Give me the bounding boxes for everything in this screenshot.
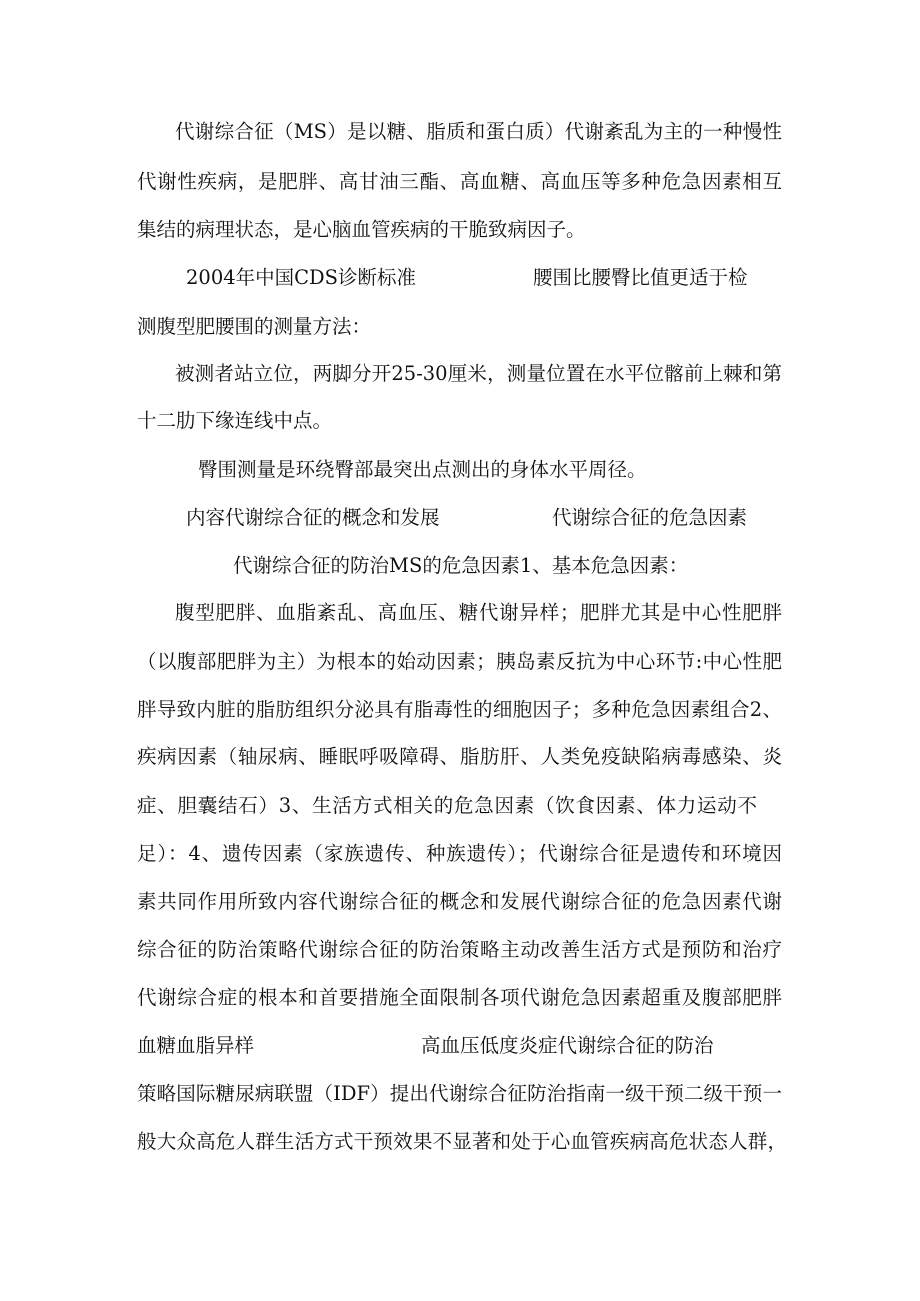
concept-development-heading: 内容代谢综合征的概念和发展 [186,506,440,529]
paragraph-2-line-2: 十二肋下缘连线中点。 [137,409,333,432]
paragraph-1-line-3: 集结的病理状态，是心脑血管疾病的干脆致病因子。 [137,218,586,241]
paragraph-3-line-7: 素共同作用所致内容代谢综合征的概念和发展代谢综合征的危急因素代谢 [137,890,782,913]
paragraph-4-line-1: 策略国际糖尿病联盟（IDF）提出代谢综合征防治指南一级干预二级干预一 [137,1082,782,1105]
paragraph-3-line-4: 疾病因素（轴尿病、睡眠呼吸障碍、脂肪肝、人类免疫缺陷病毒感染、炎 [137,745,782,768]
paragraph-3-line-5: 症、胆囊结石）3、生活方式相关的危急因素（饮食因素、体力运动不 [137,794,757,817]
paragraph-3-line-1: 腹型肥胖、血脂紊乱、高血压、糖代谢异样；肥胖尤其是中心性肥胖 [175,601,782,624]
hypertension-inflammation-heading: 高血压低度炎症代谢综合征的防治 [421,1034,714,1057]
paragraph-1-line-2: 代谢性疾病，是肥胖、高甘油三酯、高血糖、高血压等多种危急因素相互 [137,170,782,193]
paragraph-3-line-9: 代谢综合症的根本和首要措施全面限制各项代谢危急因素超重及腹部肥胖 [137,986,782,1009]
paragraph-3-line-6: 足）：4、遗传因素（家族遗传、种族遗传）；代谢综合征是遗传和环境因 [137,842,782,865]
blood-glucose-lipid-heading: 血糖血脂异样 [137,1034,255,1057]
waist-method-line: 测腹型肥腰围的测量方法： [137,315,372,338]
hip-measure-line: 臀围测量是环绕臀部最突出点测出的身体水平周径。 [198,458,647,481]
paragraph-2-line-1: 被测者站立位，两脚分开25-30厘米，测量位置在水平位髂前上棘和第 [175,362,782,385]
paragraph-1-line-1: 代谢综合征（MS）是以糖、脂质和蛋白质）代谢紊乱为主的一种慢性 [175,120,782,143]
paragraph-4-line-2: 般大众高危人群生活方式干预效果不显著和处于心血管疾病高危状态人群， [137,1130,787,1153]
waist-ratio-heading: 腰围比腰臀比值更适于检 [533,266,748,289]
prevention-risk-line: 代谢综合征的防治MS的危急因素1、基本危急因素： [233,554,689,577]
paragraph-3-line-3: 胖导致内脏的脂肪组织分泌具有脂毒性的细胞因子；多种危急因素组合2、 [137,698,782,721]
paragraph-3-line-8: 综合征的防治策略代谢综合征的防治策略主动改善生活方式是预防和治疗 [137,938,782,961]
cds-standard-heading: 2004年中国CDS诊断标准 [186,266,417,289]
risk-factors-heading: 代谢综合征的危急因素 [552,506,748,529]
paragraph-3-line-2: （以腹部肥胖为主）为根本的始动因素；胰岛素反抗为中心环节:中心性肥 [137,650,782,673]
